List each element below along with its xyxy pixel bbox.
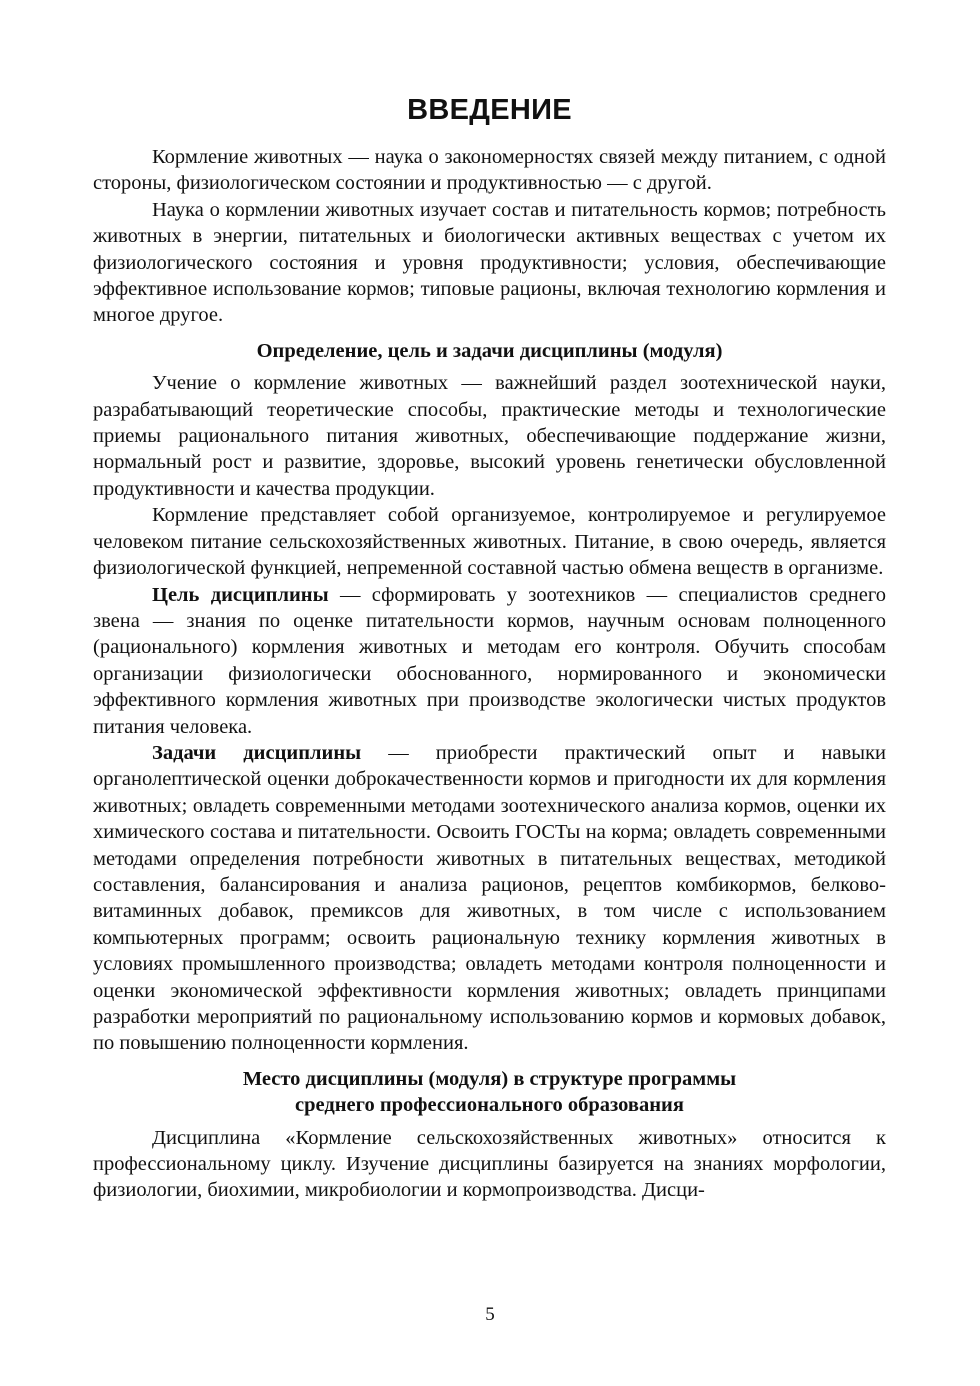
goal-term: Цель дисциплины xyxy=(152,583,329,606)
tasks-term: Задачи дисциплины xyxy=(152,741,362,764)
page-number: 5 xyxy=(485,1304,495,1325)
page-content xyxy=(93,92,886,1204)
section-heading-definition: Определение, цель и задачи дисциплины (модуля) xyxy=(256,339,723,362)
goal-paragraph xyxy=(93,582,886,740)
feeding-paragraph: Кормление представляет собой организуемое, контролируемое и регулируемое человеком питание сельскохозяйственных животных. Питание, в свою очередь, является физиологической функцией, непременной составной частью обмена веществ в организме. xyxy=(93,504,886,580)
tasks-text: — приобрести практический опыт и навыки органолептической оценки доброкачественности кормов и пригодности их для кормления животных; овладеть современными методами зоотехнического анализа кормов, оценки их химического состава и питательности. Освоить ГОСТы на корма; овладеть современными методами определения потребности животных в питательных веществах, методикой составления, балансирования и анализа рационов, рецептов комбикормов, белково-витаминных добавок, премиксов для животных, в том числе с использованием компьютерных программ; освоить рациональную технику кормления животных в условиях промышленного производства; овладеть методами контроля полноценности и оценки экономической эффективности кормления животных; овладеть принципами разработки мероприятий по рациональному использованию кормов и кормовых добавок, по повышению полноценности кормления. xyxy=(93,741,886,1055)
section-heading-place xyxy=(93,1066,886,1119)
intro-paragraph-1: Кормление животных — наука о закономерностях связей между питанием, с одной стороны, физиологическом состоянии и продуктивностью — с другой. xyxy=(93,146,886,195)
place-paragraph: Дисциплина «Кормление сельскохозяйственных животных» относится к профессиональному циклу. Изучение дисциплины базируется на знаниях морфологии, физиологии, биохимии, микробиологии и кормопроизводства. Дисци- xyxy=(93,1126,886,1202)
page-title: ВВЕДЕНИЕ xyxy=(407,94,572,126)
intro-paragraph-2: Наука о кормлении животных изучает состав и питательность кормов; потребность животных в энергии, питательных и биологически активных веществах с учетом их физиологического состояния и уровня продуктивности; условия, обеспечивающие эффективное использование кормов; типовые рационы, включая технологию кормления и многое другое. xyxy=(93,198,886,327)
tasks-paragraph xyxy=(93,740,886,1057)
section-heading-place-line2: среднего профессионального образования xyxy=(295,1094,684,1117)
goal-text: — сформировать у зоотехников — специалистов среднего звена — знания по оценке питательности кормов, научным основам полноценного (рационального) кормления животных и методам его контроля. Обучить способам организации физиологически обоснованного, нормированного и экономически эффективного кормления животных при производстве экологически чистых продуктов питания человека. xyxy=(93,583,887,738)
definition-paragraph: Учение о кормление животных — важнейший раздел зоотехнической науки, разрабатывающий теоретические способы, практические методы и технологические приемы рационального питания животных, обеспечивающие поддержание жизни, нормальный рост и развитие, здоровье, высокий уровень генетически обусловленной продуктивности и качества продукции. xyxy=(93,372,886,500)
section-heading-place-line1: Место дисциплины (модуля) в структуре программы xyxy=(242,1067,737,1090)
